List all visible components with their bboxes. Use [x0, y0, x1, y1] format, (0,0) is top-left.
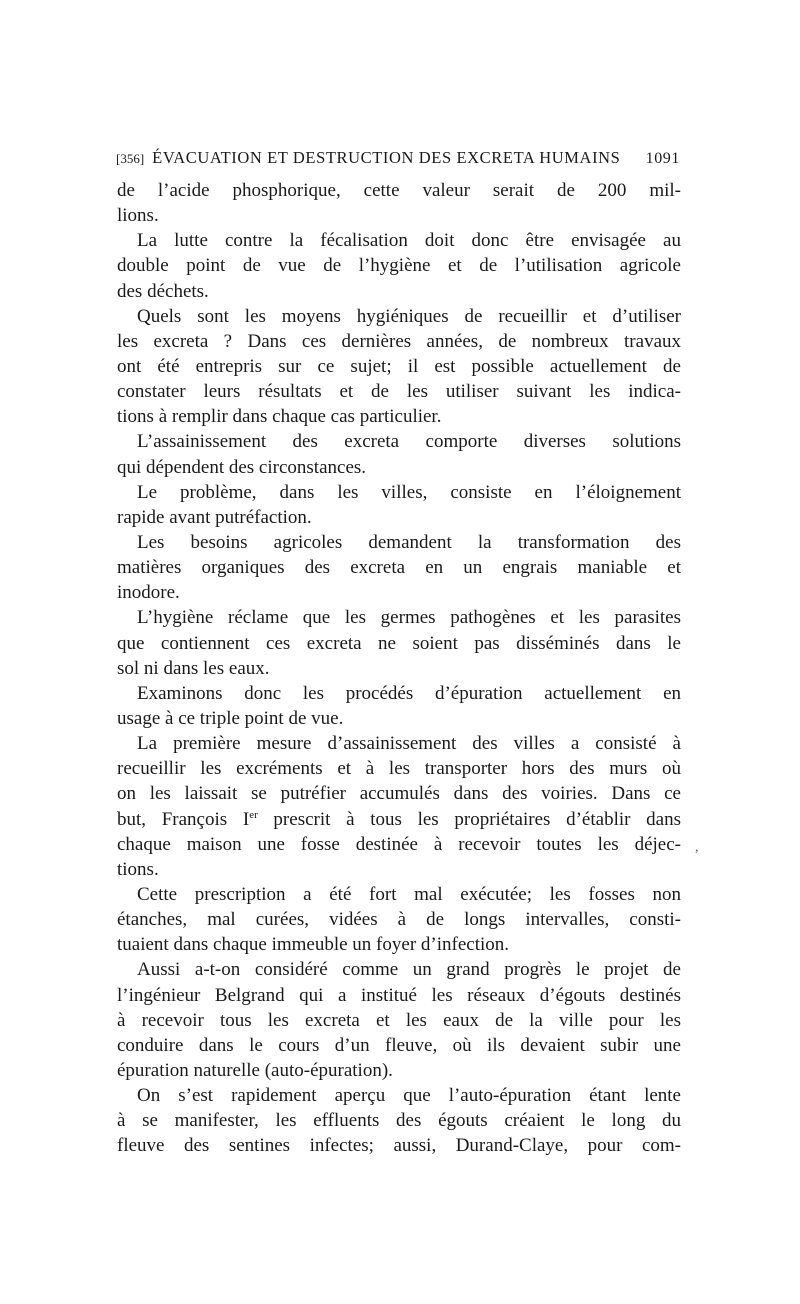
text-line: Aussi a-t-on considéré comme un grand progrès le projet de	[137, 959, 681, 981]
text-line: recueillir les excréments et à les transporter hors des murs où	[117, 758, 681, 780]
text-line: inodore.	[117, 582, 180, 604]
text-line: Quels sont les moyens hygiéniques de recueillir et d’utiliser	[137, 305, 681, 327]
text-line: fleuve des sentines infectes; aussi, Durand-Claye, pour com-	[117, 1135, 681, 1157]
text-line: On s’est rapidement aperçu que l’auto-épuration étant lente	[137, 1085, 681, 1107]
text-line: on les laissait se putréfier accumulés dans des voiries. Dans ce	[117, 783, 681, 805]
page-number: 1091	[645, 150, 680, 167]
text-line: tions.	[117, 858, 159, 880]
text-line: à se manifester, les effluents des égouts créaient le long du	[117, 1110, 681, 1132]
stray-print-mark: ,	[695, 840, 699, 855]
text-line: double point de vue de l’hygiène et de l’utilisation agricole	[117, 255, 681, 277]
text-line: chaque maison une fosse destinée à recevoir toutes les déjec-	[117, 833, 681, 855]
text-line: tuaient dans chaque immeuble un foyer d’infection.	[117, 934, 510, 956]
text-line: de l’acide phosphorique, cette valeur serait de 200 mil-	[117, 180, 681, 201]
text-segment: prescrit à tous les propriétaires d’établir dans	[257, 808, 681, 830]
text-line: matières organiques des excreta en un engrais maniable et	[117, 557, 681, 579]
text-line: La première mesure d’assainissement des villes a consisté à	[137, 733, 681, 755]
text-line: épuration naturelle (auto-épuration).	[117, 1059, 393, 1081]
text-line: Les besoins agricoles demandent la transformation des	[137, 531, 681, 553]
text-line: lions.	[117, 205, 159, 227]
text-line: sol ni dans les eaux.	[117, 657, 270, 679]
text-line: ont été entrepris sur ce sujet; il est possible actuellement de	[117, 355, 681, 377]
text-segment: but, François I	[117, 808, 250, 830]
ordinal-superscript: er	[249, 808, 258, 821]
text-line: conduire dans le cours d’un fleuve, où ils devaient subir une	[117, 1034, 681, 1056]
text-line: constater leurs résultats et de les utiliser suivant les indica-	[117, 381, 681, 403]
text-line: L’hygiène réclame que les germes pathogènes et les parasites	[137, 607, 681, 629]
text-line: Le problème, dans les villes, consiste en l’éloignement	[137, 481, 681, 503]
text-line: rapide avant putréfaction.	[117, 506, 312, 528]
text-line: l’ingénieur Belgrand qui a institué les réseaux d’égouts destinés	[117, 984, 681, 1006]
text-line: étanches, mal curées, vidées à de longs intervalles, consti-	[117, 909, 681, 931]
text-line	[117, 807, 681, 832]
text-line: tions à remplir dans chaque cas particulier.	[117, 406, 442, 428]
text-line: La lutte contre la fécalisation doit donc être envisagée au	[137, 230, 681, 252]
text-line: des déchets.	[117, 280, 209, 302]
text-line: les excreta ? Dans ces dernières années, de nombreux travaux	[117, 330, 681, 352]
text-line: usage à ce triple point de vue.	[117, 707, 344, 729]
text-line: que contiennent ces excreta ne soient pas disséminés dans le	[117, 632, 681, 654]
page-reference: [356]	[116, 151, 145, 166]
text-line: à recevoir tous les excreta et les eaux de la ville pour les	[117, 1009, 681, 1031]
running-title: ÉVACUATION ET DESTRUCTION DES EXCRETA HUMAINS	[152, 148, 621, 167]
body-text	[117, 178, 681, 1158]
running-header	[116, 148, 680, 172]
text-line: L’assainissement des excreta comporte diverses solutions	[137, 431, 681, 453]
text-line: Examinons donc les procédés d’épuration actuellement en	[137, 682, 681, 704]
text-line: Cette prescription a été fort mal exécutée; les fosses non	[137, 883, 681, 905]
text-line: qui dépendent des circonstances.	[117, 456, 367, 478]
